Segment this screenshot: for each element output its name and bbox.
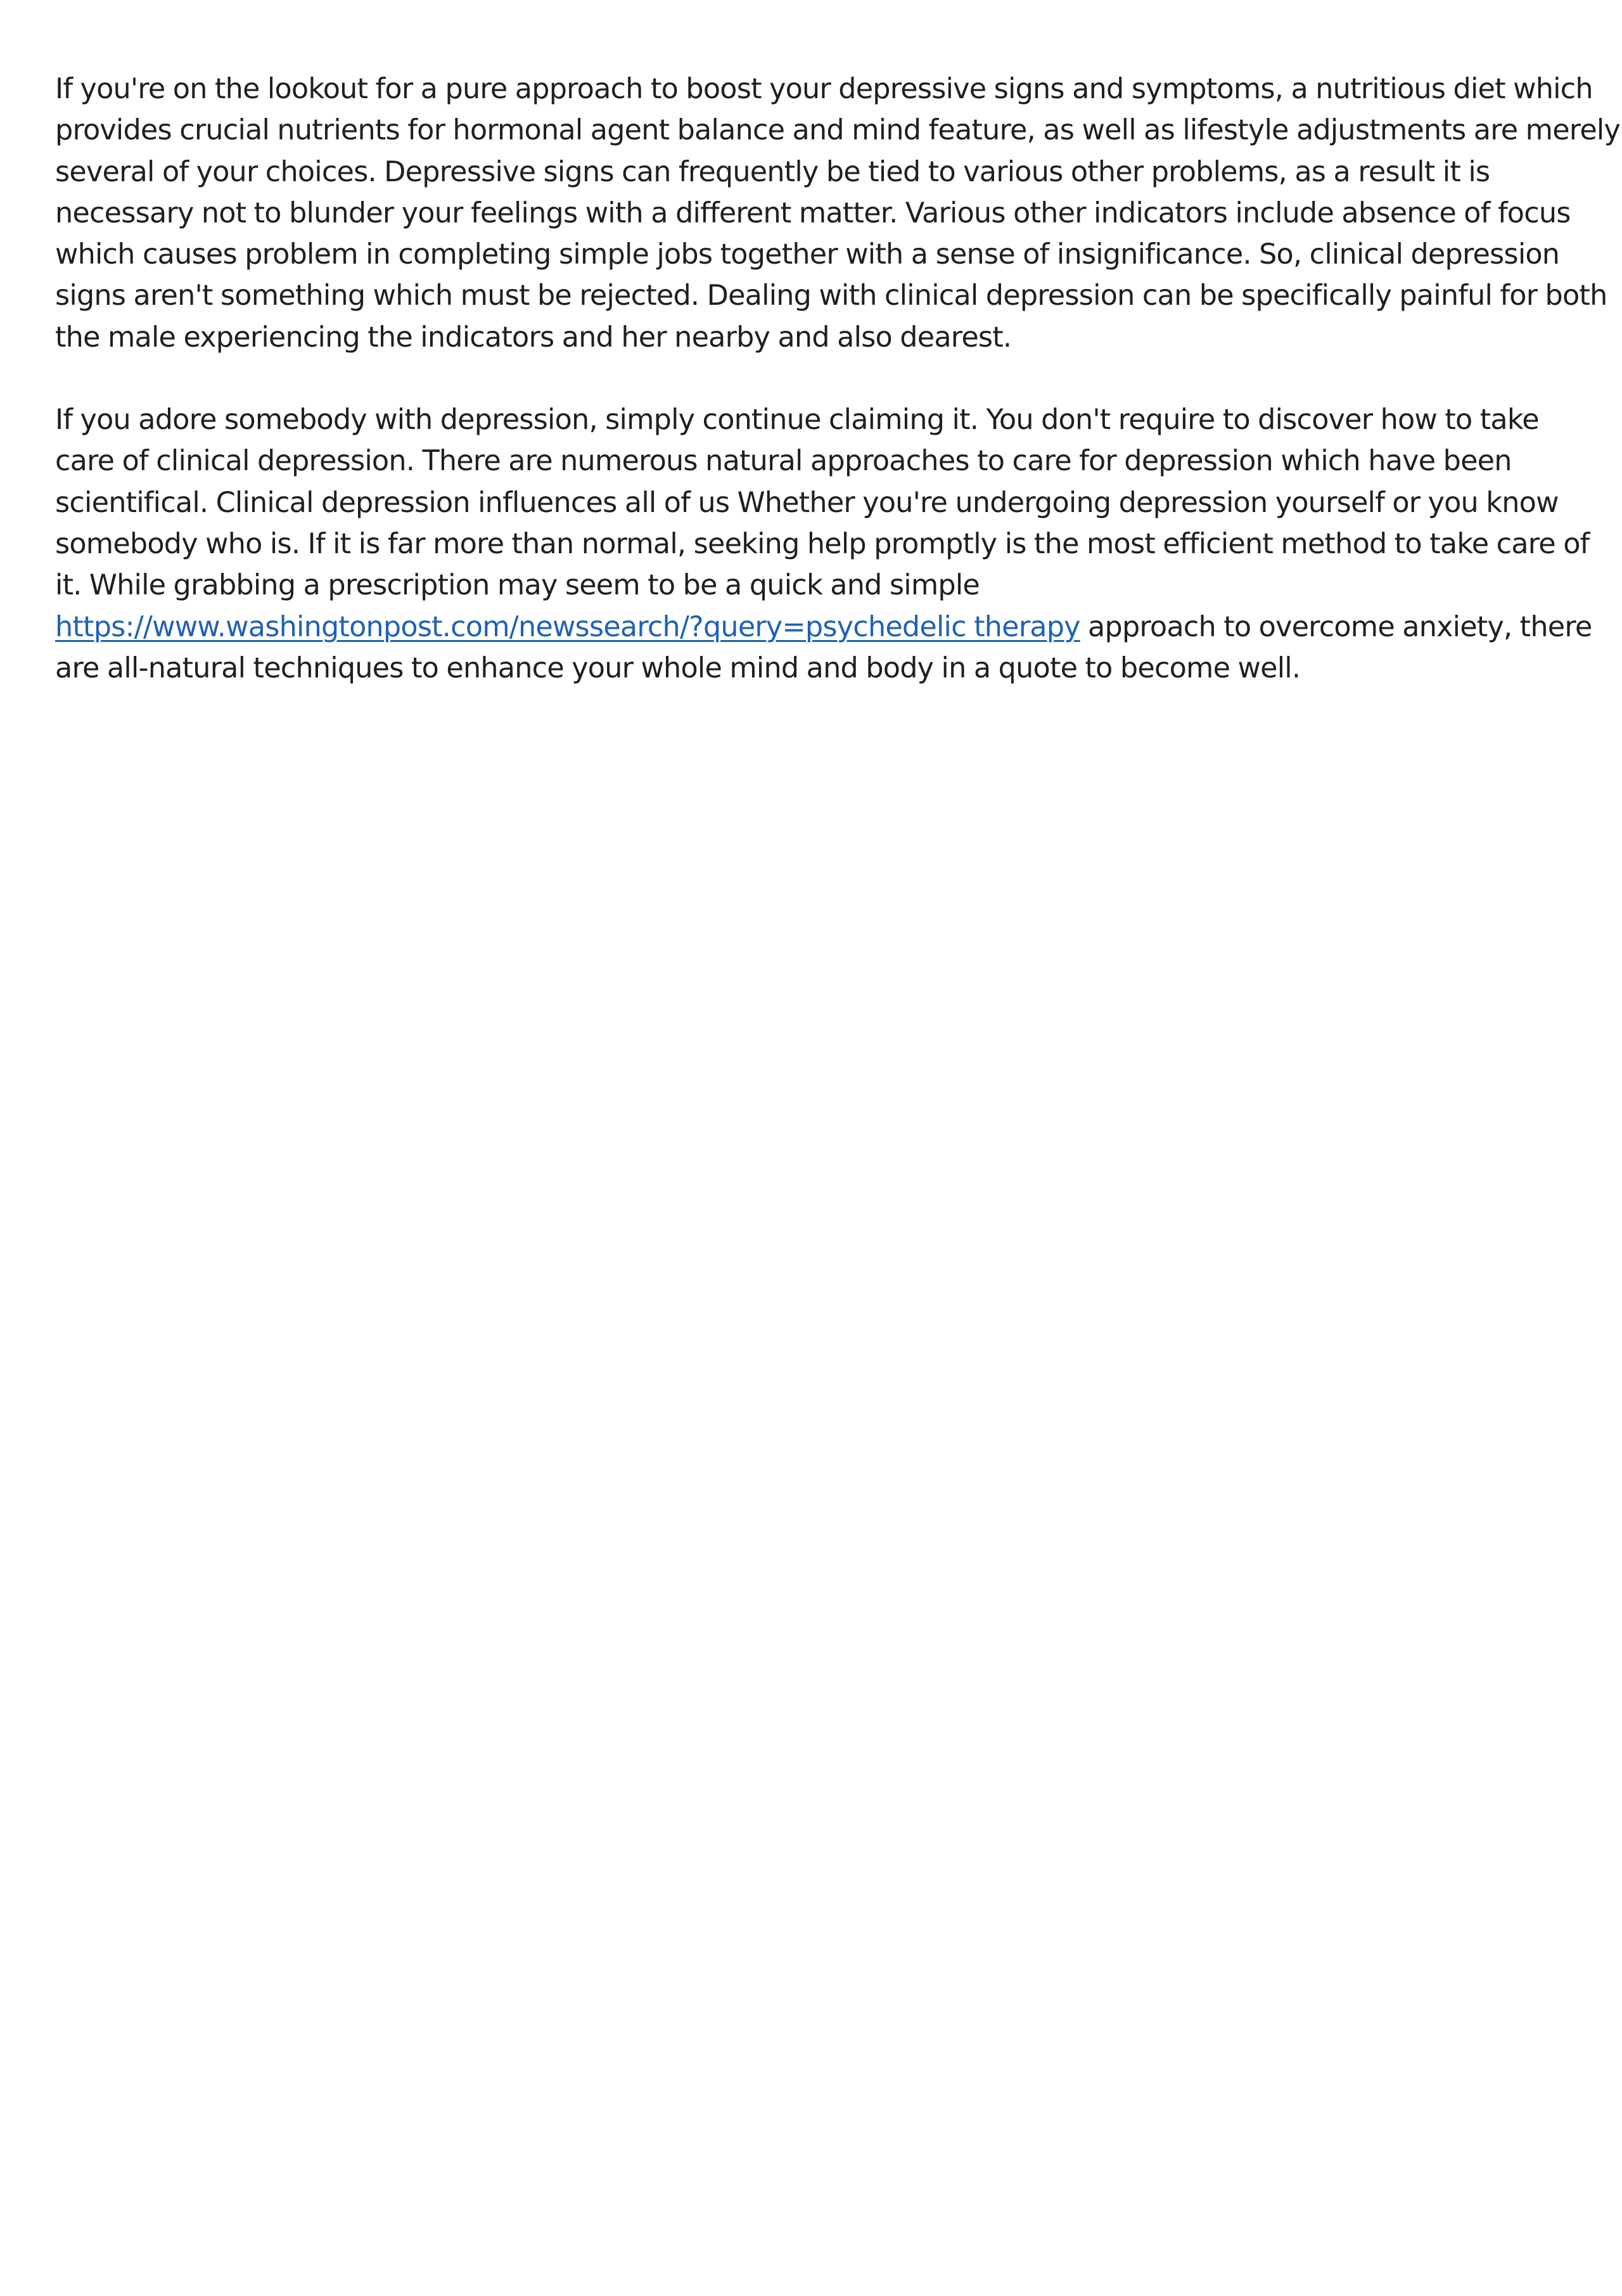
washingtonpost-search-link[interactable]: https://www.washingtonpost.com/newssearch/?query=psychedelic therapy: [55, 610, 1080, 643]
text-after-link: approach to overcome anxiety, there: [1080, 610, 1592, 643]
text-line: signs aren't something which must be rejected. Dealing with clinical depression can be specifically painful for both: [55, 279, 1607, 312]
paragraph-1: [55, 68, 1621, 358]
text-line: necessary not to blunder your feelings with a different matter. Various other indicators include absence of focus: [55, 196, 1571, 229]
text-line: scientifical. Clinical depression influences all of us Whether you're undergoing depression yourself or you know: [55, 486, 1559, 519]
text-line: it. While grabbing a prescription may seem to be a quick and simple: [55, 569, 980, 602]
text-line: If you're on the lookout for a pure approach to boost your depressive signs and symptoms, a nutritious diet which: [55, 73, 1593, 105]
paragraph-2: [55, 399, 1592, 689]
link-line: [55, 606, 1592, 648]
text-line: care of clinical depression. There are numerous natural approaches to care for depression which have been: [55, 445, 1512, 478]
text-line: somebody who is. If it is far more than normal, seeking help promptly is the most efficient method to take care of: [55, 527, 1590, 560]
text-line: which causes problem in completing simple jobs together with a sense of insignificance. So, clinical depression: [55, 238, 1560, 271]
text-line: If you adore somebody with depression, simply continue claiming it. You don't require to discover how to take: [55, 404, 1539, 437]
text-line: are all-natural techniques to enhance your whole mind and body in a quote to become well.: [55, 651, 1301, 684]
text-line: several of your choices. Depressive signs can frequently be tied to various other problems, as a result it is: [55, 155, 1490, 188]
text-line: provides crucial nutrients for hormonal agent balance and mind feature, as well as lifestyle adjustments are merely: [55, 114, 1621, 147]
document-body: [55, 68, 1621, 689]
text-line: the male experiencing the indicators and her nearby and also dearest.: [55, 321, 1012, 354]
